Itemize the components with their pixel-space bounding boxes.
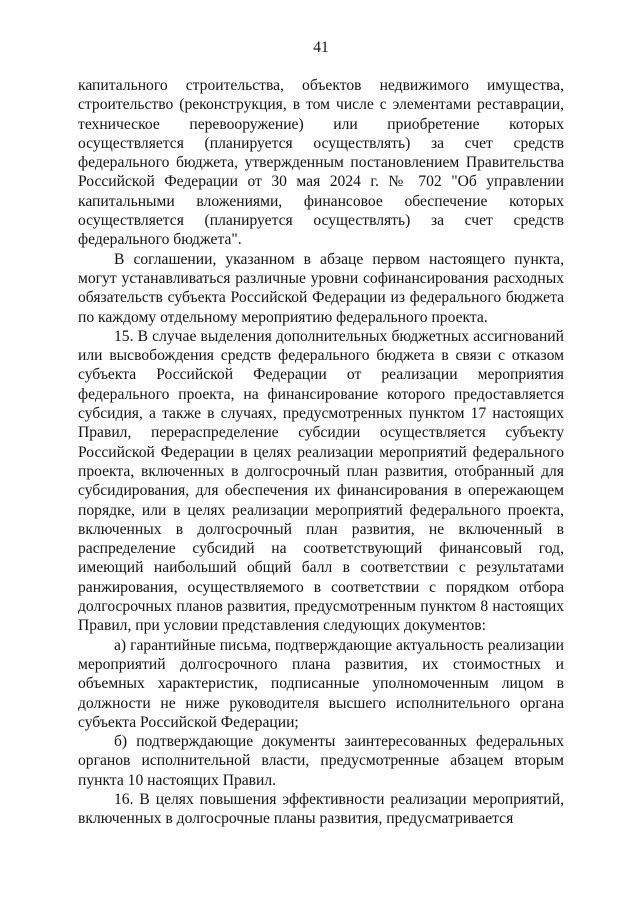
document-page <box>78 38 564 829</box>
paragraph-subitem-a: а) гарантийные письма, подтверждающие актуальность реализации мероприятий долгосрочного плана развития, их стоимостных и объемных характеристик, подписанные уполномоченным лицом в должности не ниже руководителя высшего исполнительного органа субъекта Российской Федерации; <box>78 636 564 731</box>
paragraph-subitem-b: б) подтверждающие документы заинтересованных федеральных органов исполнительной власти, предусмотренные абзацем вторым пункта 10 настоящих Правил. <box>78 733 564 789</box>
paragraph-item-15: 15. В случае выделения дополнительных бюджетных ассигнований или высвобождения средств федерального бюджета в связи с отказом субъекта Российской Федерации от реализации мероприятия федерального проекта, на финансирование которого предоставляется субсидия, а также в случаях, предусмотренных пунктом 17 настоящих Правил, перераспределение субсидии осуществляется субъекту Российской Федерации в целях реализации мероприятий федерального проекта, включенных в долгосрочный план развития, отобранный для субсидирования, для обеспечения их финансирования в опережающем порядке, или в целях реализации мероприятий федерального проекта, включенных в долгосрочный план развития, не включенный в распределение субсидий на соответствующий финансовый год, имеющий наибольший общий балл в соответствии с результатами ранжирования, осуществляемого в соответствии с порядком отбора долгосрочных планов развития, предусмотренным пунктом 8 настоящих Правил, при условии представления следующих документов: <box>78 327 564 635</box>
page-number: 41 <box>313 39 329 56</box>
paragraph-item-16: 16. В целях повышения эффективности реализации мероприятий, включенных в долгосрочные планы развития, предусматривается <box>78 790 564 828</box>
paragraph-cofinancing-levels: В соглашении, указанном в абзаце первом настоящего пункта, могут устанавливаться различные уровни софинансирования расходных обязательств субъекта Российской Федерации из федерального бюджета по каждому отдельному мероприятию федерального проекта. <box>78 250 564 326</box>
paragraph-continuation: капитального строительства, объектов недвижимого имущества, строительство (реконструкция, в том числе с элементами реставрации, техническое перевооружение) или приобретение которых осуществляется (планируется осуществлять) за счет средств федерального бюджета, утвержденным постановлением Правительства Российской Федерации от 30 мая 2024 г. № 702 "Об управлении капитальными вложениями, финансовое обеспечение которых осуществляется (планируется осуществлять) за счет средств федерального бюджета". <box>78 77 564 249</box>
